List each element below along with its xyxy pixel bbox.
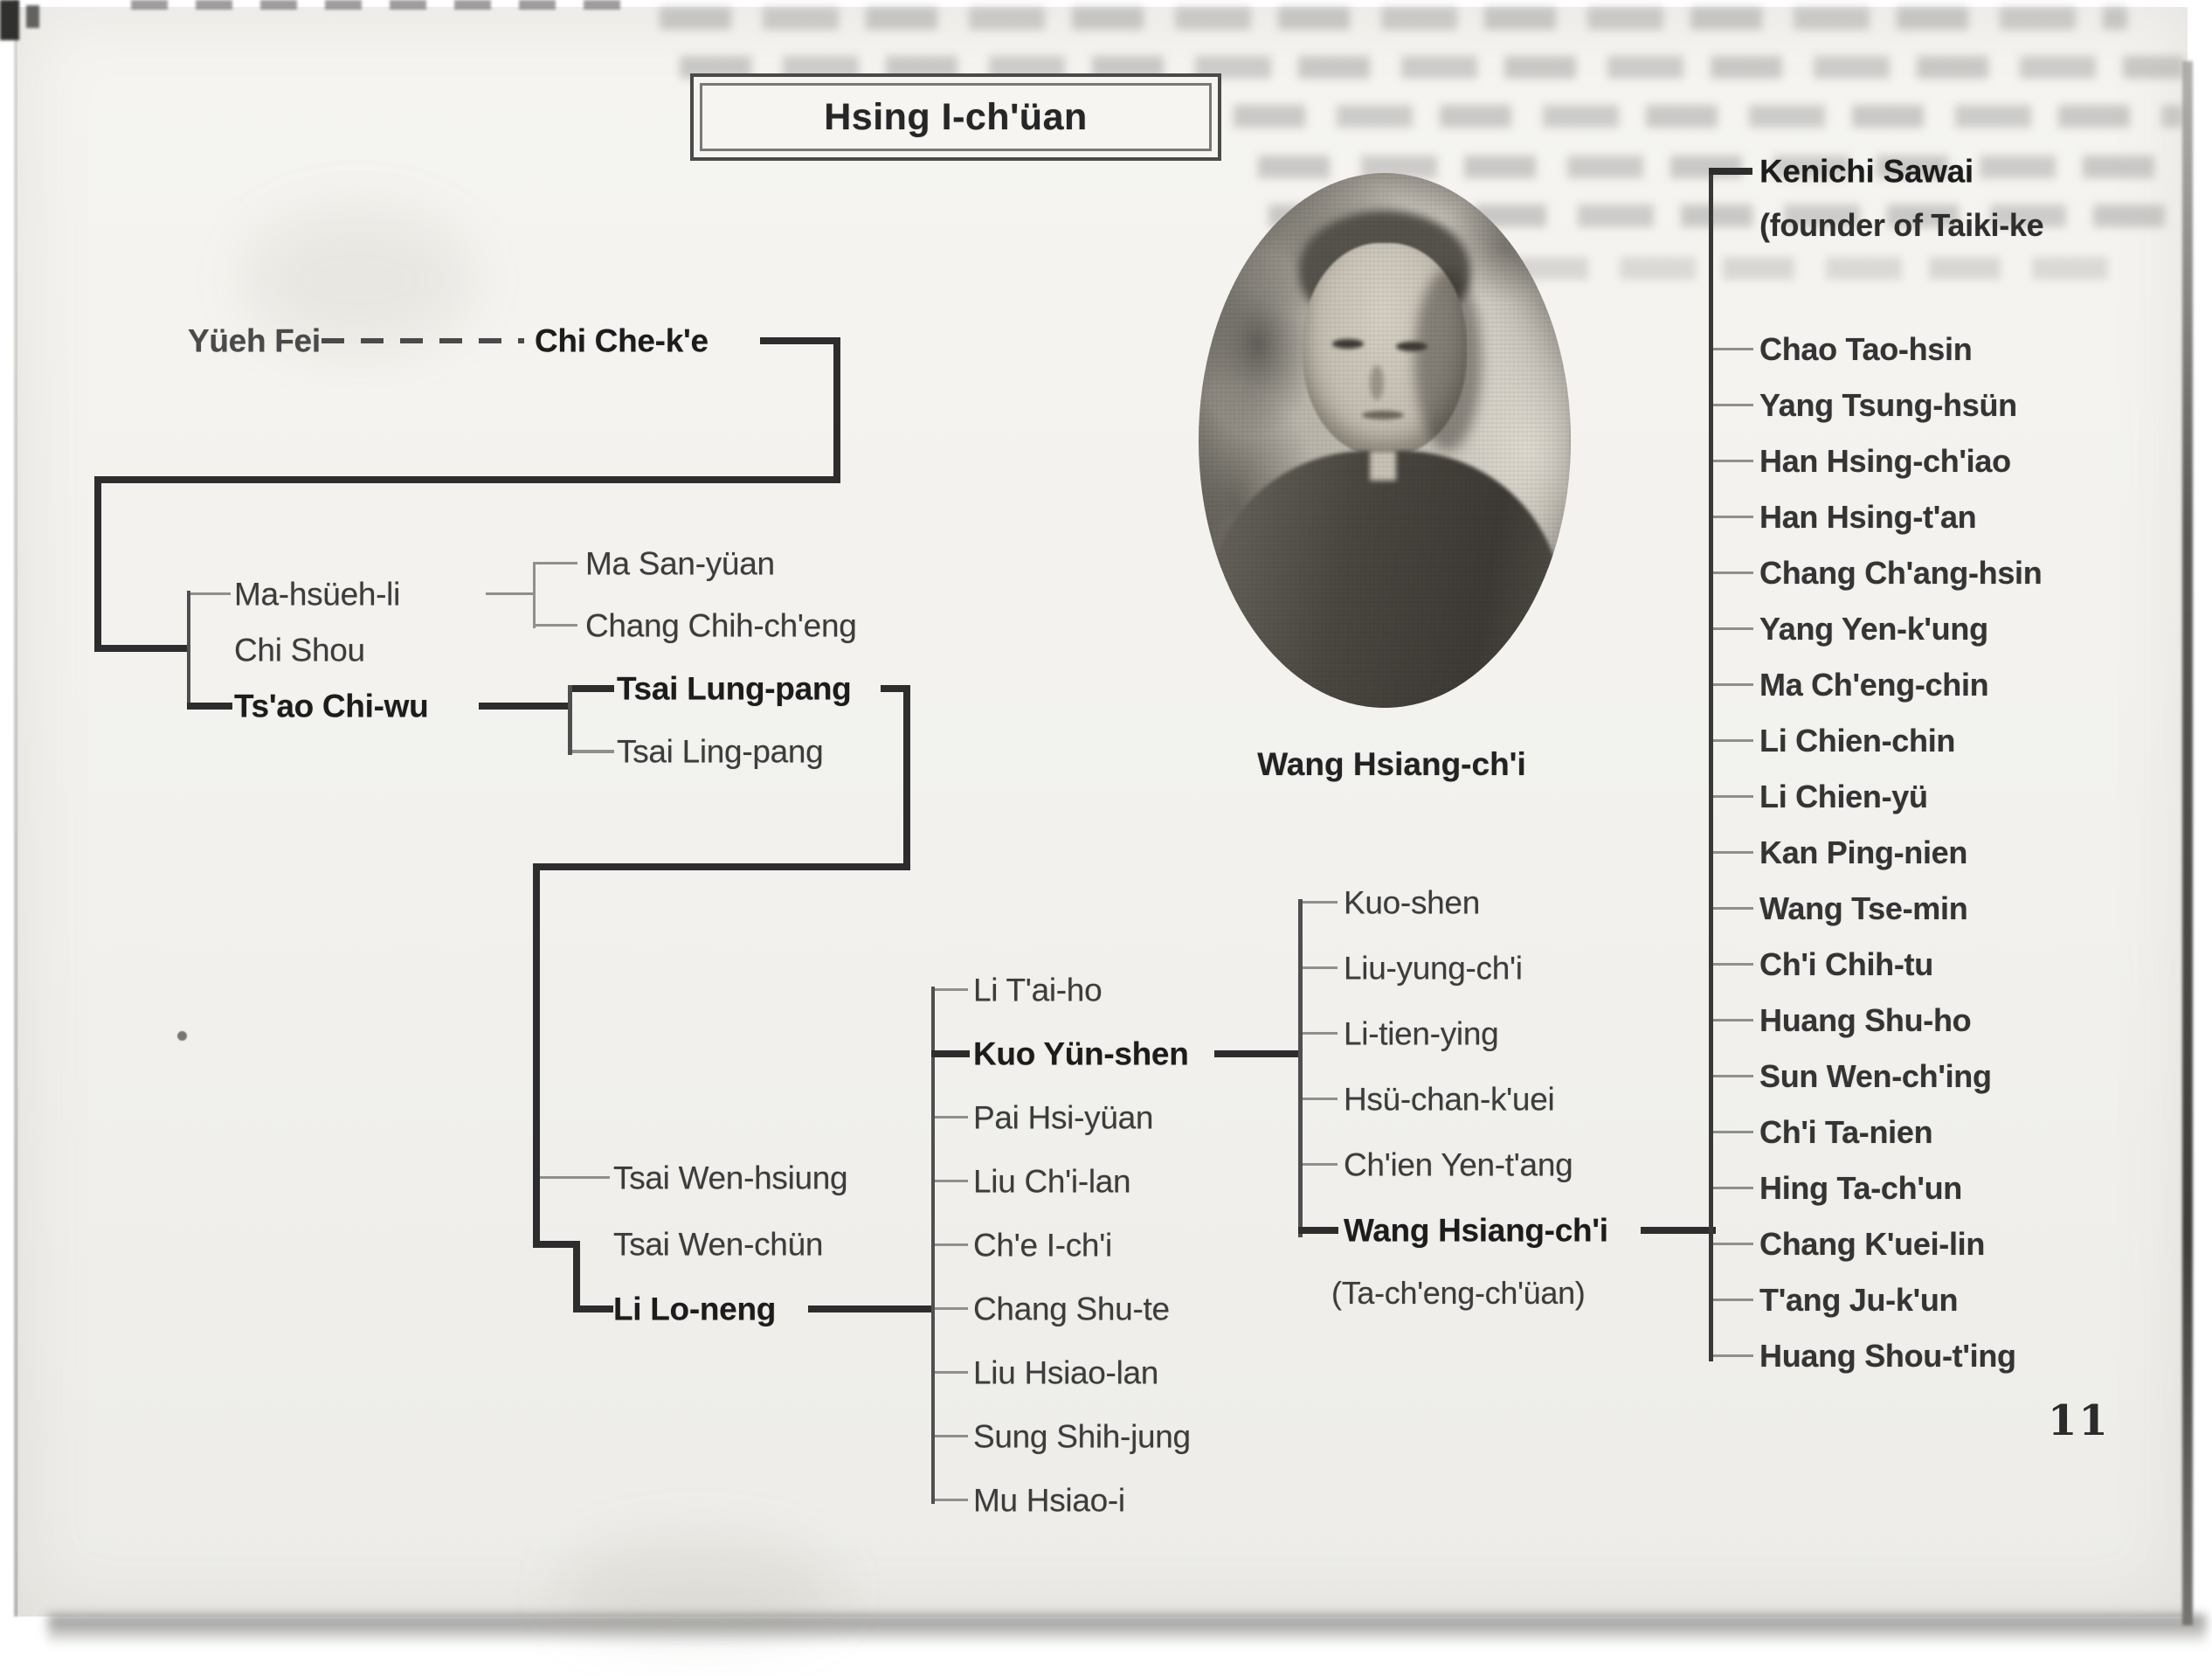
node-kuo-shen: Kuo-shen [1344,884,1480,921]
node-huang-shou-ting: Huang Shou-t'ing [1759,1338,2016,1374]
paper-blotch [559,1538,839,1643]
photo-halftone-grain [1199,173,1571,708]
node-li-lo-neng: Li Lo-neng [613,1291,777,1327]
connector-line [1303,966,1338,969]
ink-dot [177,1031,187,1041]
connector-line [935,1180,968,1182]
node-wang-hsiang-chi: Wang Hsiang-ch'i [1344,1212,1608,1249]
page-right-edge [2182,61,2193,1625]
node-han-hsing-chiao: Han Hsing-ch'iao [1759,443,2011,479]
node-liu-hsiao-lan: Liu Hsiao-lan [973,1354,1159,1391]
node-han-hsing-tan: Han Hsing-t'an [1759,499,1977,535]
connector-line [1713,795,1753,798]
connector-line [536,624,577,627]
connector-line [533,863,910,870]
connector-line [1713,907,1753,910]
connector-line [1713,851,1753,854]
node-liu-yung-chi: Liu-yung-ch'i [1344,950,1523,987]
connector-line [1641,1227,1716,1234]
connector-line [1713,1243,1753,1245]
bracket-line [1709,168,1713,1361]
connector-line [1713,627,1753,630]
connector-line [935,1243,968,1246]
connector-line [540,1176,610,1179]
node-pai-hsi-yuan: Pai Hsi-yüan [973,1099,1154,1136]
connector-line [1214,1050,1302,1057]
node-chi-ta-nien: Ch'i Ta-nien [1759,1114,1933,1150]
page-title: Hsing I-ch'üan [824,95,1088,138]
page-bottom-shadow [48,1615,2206,1645]
node-wang-tse-min: Wang Tse-min [1759,890,1968,926]
node-li-tien-ying: Li-tien-ying [1344,1015,1499,1052]
connector-line [1713,348,1753,350]
scan-speck [26,5,39,28]
connector-line [808,1305,935,1312]
node-tang-ju-kun: T'ang Ju-k'un [1759,1282,1959,1318]
connector-line [1303,1032,1338,1035]
node-yang-tsung-hsun: Yang Tsung-hsün [1759,387,2017,423]
connector-line [1713,1354,1753,1357]
node-ma-san-yuan: Ma San-yüan [585,545,775,582]
node-kuo-yun-shen: Kuo Yün-shen [973,1035,1189,1072]
node-sun-wen-ching: Sun Wen-ch'ing [1759,1058,1992,1094]
node-huang-shu-ho: Huang Shu-ho [1759,1002,1972,1038]
node-chien-yen-tang: Ch'ien Yen-t'ang [1344,1146,1573,1183]
connector-line [833,337,840,483]
node-tsai-wen-chun: Tsai Wen-chün [613,1226,824,1263]
node-chang-chih-cheng: Chang Chih-ch'eng [585,607,857,644]
node-chang-chang-hsin: Chang Ch'ang-hsin [1759,555,2043,591]
node-che-i-chi: Ch'e I-ch'i [973,1227,1112,1264]
node-hsu-chan-kuei: Hsü-chan-k'uei [1344,1081,1555,1118]
connector-line [1713,404,1753,406]
connector-line [572,685,614,692]
node-yueh-fei: Yüeh Fei [188,322,321,359]
connector-line [1713,739,1753,742]
node-chao-tao-hsin: Chao Tao-hsin [1759,331,1973,367]
dashed-connector [321,338,524,343]
connector-line [1303,1163,1338,1166]
connector-line [935,1371,968,1374]
node-chi-chih-tu: Ch'i Chih-tu [1759,946,1933,982]
connector-line [935,1307,968,1310]
connector-line [1713,1075,1753,1077]
scan-speck [0,0,19,40]
connector-line [1303,1098,1338,1100]
connector-line [1713,460,1753,462]
bracket-line [187,591,190,710]
connector-line [935,1116,968,1118]
node-chi-che-ke: Chi Che-k'e [535,322,709,359]
page-number: 11 [2048,1396,2110,1445]
connector-line [1713,683,1753,686]
node-liu-chi-lan: Liu Ch'i-lan [973,1163,1131,1200]
connector-line [1713,1299,1753,1301]
node-chang-kuei-lin: Chang K'uei-lin [1759,1226,1986,1262]
wang-hsiang-chi-style-note: (Ta-ch'eng-ch'üan) [1331,1275,1586,1311]
connector-line [935,988,968,991]
connector-line [1713,963,1753,966]
connector-line [536,562,577,564]
connector-line [931,1050,970,1057]
clipped-text-fragments [131,0,620,10]
bracket-line [568,685,572,755]
portrait-photo [1199,173,1571,708]
connector-line [903,685,910,870]
connector-line [479,703,571,710]
page-left-edge [14,0,18,1617]
connector-line [1713,516,1753,518]
connector-line [94,645,190,652]
connector-line [573,1305,613,1312]
connector-line [573,1241,580,1312]
connector-line [533,863,540,1248]
node-yang-yen-kung: Yang Yen-k'ung [1759,611,1988,647]
connector-line [190,592,231,595]
connector-line [486,592,533,595]
node-kenichi-sawai: Kenichi Sawai [1759,153,1974,190]
bracket-line [1298,899,1303,1237]
node-kan-ping-nien: Kan Ping-nien [1759,835,1968,870]
node-hing-ta-chun: Hing Ta-ch'un [1759,1170,1962,1206]
connector-line [1713,1019,1753,1022]
connector-line [94,476,101,652]
node-chang-shu-te: Chang Shu-te [973,1291,1170,1327]
connector-line [94,476,840,483]
node-tsai-wen-hsiung: Tsai Wen-hsiung [613,1160,848,1196]
node-chi-shou: Chi Shou [234,632,365,668]
bracket-line [533,562,536,628]
connector-line [187,703,232,710]
bleed-through-text [660,7,2127,30]
title-box [690,73,1221,161]
connector-line [1713,1187,1753,1189]
node-ma-cheng-chin: Ma Ch'eng-chin [1759,667,1989,703]
node-mu-hsiao-i: Mu Hsiao-i [973,1482,1125,1519]
node-tsao-chi-wu: Ts'ao Chi-wu [234,688,429,724]
node-ma-hsueh-li: Ma-hsüeh-li [234,576,400,613]
connector-line [935,1499,968,1501]
connector-line [760,337,840,344]
node-tsai-ling-pang: Tsai Ling-pang [617,733,824,770]
node-li-tai-ho: Li T'ai-ho [973,972,1103,1008]
node-tsai-lung-pang: Tsai Lung-pang [617,670,852,707]
connector-line [572,750,614,753]
kenichi-sawai-note: (founder of Taiki-ke [1759,207,2044,243]
connector-line [1713,571,1753,574]
node-sung-shih-jung: Sung Shih-jung [973,1418,1191,1455]
connector-line [1713,1131,1753,1133]
connector-line [935,1435,968,1437]
photo-caption: Wang Hsiang-ch'i [1257,746,1526,782]
connector-line [1298,1227,1338,1234]
node-li-chien-yu: Li Chien-yü [1759,779,1928,814]
connector-line [1303,901,1338,904]
connector-line [1709,168,1752,175]
node-li-chien-chin: Li Chien-chin [1759,723,1956,758]
